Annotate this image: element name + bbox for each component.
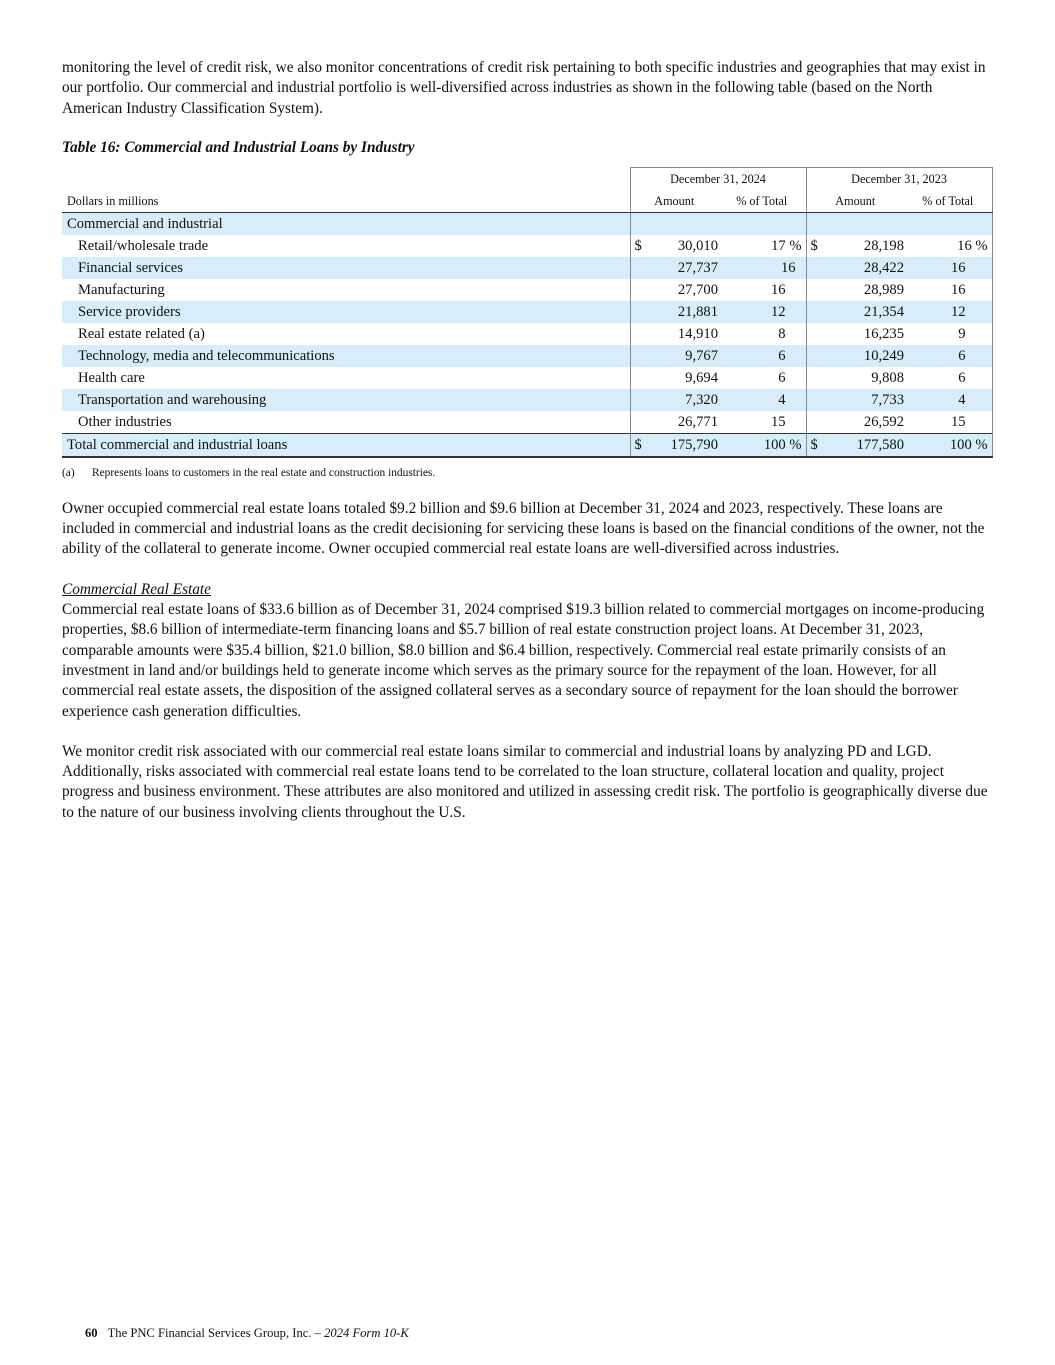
footer-form: 2024 Form 10-K xyxy=(324,1326,409,1340)
row-label: Retail/wholesale trade xyxy=(78,237,209,254)
amount-2024: 14,910 xyxy=(677,325,718,342)
cre-section-heading: Commercial Real Estate xyxy=(62,580,211,598)
footer-company: The PNC Financial Services Group, Inc. – xyxy=(107,1326,321,1340)
total-amount-2023: 177,580 xyxy=(826,433,904,457)
page-footer xyxy=(85,1326,409,1341)
pct-2023: 4 xyxy=(904,389,992,411)
page-number: 60 xyxy=(85,1326,98,1340)
section-label: Commercial and industrial xyxy=(62,212,630,235)
amount-2023: 26,592 xyxy=(863,413,905,430)
row-label: Service providers xyxy=(62,301,630,323)
pct-2024: 16 xyxy=(770,281,786,298)
currency-symbol: $ xyxy=(630,433,650,457)
pct-2024: 16 xyxy=(718,257,806,279)
amount-2024: 21,881 xyxy=(650,301,718,323)
intro-paragraph: monitoring the level of credit risk, we also monitor concentrations of credit risk pertaining to both specific industries and geographies that may exist in our portfolio. Our commercial and industrial portfolio is well-diversified across industries as shown in the following table (based on the North American Industry Classification System). xyxy=(62,59,986,117)
amount-2024: 9,694 xyxy=(685,369,718,386)
owner-occupied-paragraph: Owner occupied commercial real estate loans totaled $9.2 billion and $9.6 billion at December 31, 2024 and 2023, respectively. These loans are included in commercial and industrial loans as the credit decisioning for servicing these loans is based on the financial conditions of the owner, not the ability of the collateral to generate income. Owner occupied commercial real estate loans are well-diversified across industries. xyxy=(62,499,985,558)
pct-2023: 9 xyxy=(904,323,992,345)
amount-2024: 27,737 xyxy=(650,257,718,279)
row-label: Manufacturing xyxy=(78,281,165,298)
amount-2023-header: Amount xyxy=(806,190,904,213)
table-row xyxy=(62,235,992,257)
table-row xyxy=(62,367,992,389)
table-row xyxy=(62,301,992,323)
currency-symbol: $ xyxy=(806,433,826,457)
pct-2023-header: % of Total xyxy=(904,190,992,213)
pct-2024: 12 xyxy=(718,301,806,323)
table-row xyxy=(62,345,992,367)
amount-2023: 7,733 xyxy=(826,389,904,411)
period-2023-header: December 31, 2023 xyxy=(806,167,992,190)
credit-risk-monitoring-paragraph: We monitor credit risk associated with our commercial real estate loans similar to commercial and industrial loans by analyzing PD and LGD. Additionally, risks associated with commercial real estate loans tend to be correlated to the loan structure, collateral location and quality, project progress and business environment. These attributes are also monitored and utilized in assessing credit risk. The portfolio is geographically diverse due to the nature of our business involving clients throughout the U.S. xyxy=(62,742,988,821)
pct-2023: 16 xyxy=(904,257,992,279)
table-row xyxy=(62,411,992,434)
currency-symbol: $ xyxy=(630,235,650,257)
table-row xyxy=(62,389,992,411)
pct-2024-header: % of Total xyxy=(718,190,806,213)
pct-2024: 4 xyxy=(718,389,806,411)
table-row xyxy=(62,279,992,301)
currency-symbol: $ xyxy=(806,235,826,257)
amount-2024: 9,767 xyxy=(650,345,718,367)
amount-2024-header: Amount xyxy=(630,190,718,213)
amount-2024: 7,320 xyxy=(650,389,718,411)
row-label: Health care xyxy=(78,369,145,386)
header-row-periods xyxy=(62,167,992,190)
pct-2023: 15 xyxy=(904,411,992,434)
row-label: Transportation and warehousing xyxy=(62,389,630,411)
row-label: Other industries xyxy=(78,413,172,430)
pct-2023: 6 xyxy=(904,367,992,389)
pct-2023: 16 % xyxy=(904,235,992,257)
cre-paragraph: Commercial real estate loans of $33.6 billion as of December 31, 2024 comprised $19.3 billion related to commercial mortgages on income-producing properties, $8.6 billion of intermediate-term financing loans and $5.7 billion of real estate construction project loans. At December 31, 2023, comparable amounts were $35.4 billion, $21.0 billion, $8.0 billion and $6.4 billion, respectively. Commercial real estate primarily consists of an investment in land and/or buildings held to generate income which serves as the primary source for the repayment of the loan. However, for all commercial real estate assets, the disposition of the assigned collateral serves as a secondary source of repayment for the loan should the borrower experience cash generation difficulties. xyxy=(62,601,985,720)
total-row xyxy=(62,433,992,457)
amount-2023: 9,808 xyxy=(871,369,905,386)
footnote-text: Represents loans to customers in the real estate and construction industries. xyxy=(92,466,436,479)
table-row xyxy=(62,257,992,279)
header-row-columns xyxy=(62,190,992,213)
footnote-mark: (a) xyxy=(62,466,75,479)
total-pct-2024: 100 % xyxy=(718,433,806,457)
amount-2023: 28,198 xyxy=(863,237,905,254)
section-row xyxy=(62,212,992,235)
amount-2023: 10,249 xyxy=(826,345,904,367)
pct-2024: 15 xyxy=(770,413,786,430)
row-label: Technology, media and telecommunications xyxy=(62,345,630,367)
units-label: Dollars in millions xyxy=(62,190,630,213)
pct-2023: 6 xyxy=(904,345,992,367)
table-title: Table 16: Commercial and Industrial Loans by Industry xyxy=(62,138,415,156)
amount-2024: 30,010 xyxy=(677,237,718,254)
pct-2023: 16 xyxy=(904,279,992,301)
pct-2024: 6 xyxy=(718,345,806,367)
pct-2024: 8 xyxy=(778,325,786,342)
amount-2024: 27,700 xyxy=(677,281,718,298)
amount-2023: 16,235 xyxy=(863,325,905,342)
amount-2023: 28,422 xyxy=(826,257,904,279)
pct-2024: 17 % xyxy=(771,237,802,254)
document-page xyxy=(62,58,993,823)
pct-2024: 6 xyxy=(778,369,786,386)
amount-2023: 28,989 xyxy=(863,281,905,298)
loans-by-industry-table xyxy=(62,167,993,458)
row-label: Financial services xyxy=(62,257,630,279)
period-2024-header: December 31, 2024 xyxy=(630,167,806,190)
table-footnote xyxy=(62,466,993,480)
amount-2023: 21,354 xyxy=(826,301,904,323)
total-pct-2023: 100 % xyxy=(904,433,992,457)
amount-2024: 26,771 xyxy=(677,413,718,430)
total-label: Total commercial and industrial loans xyxy=(62,433,630,457)
total-amount-2024: 175,790 xyxy=(650,433,718,457)
table-row xyxy=(62,323,992,345)
pct-2023: 12 xyxy=(904,301,992,323)
row-label: Real estate related (a) xyxy=(78,325,205,342)
